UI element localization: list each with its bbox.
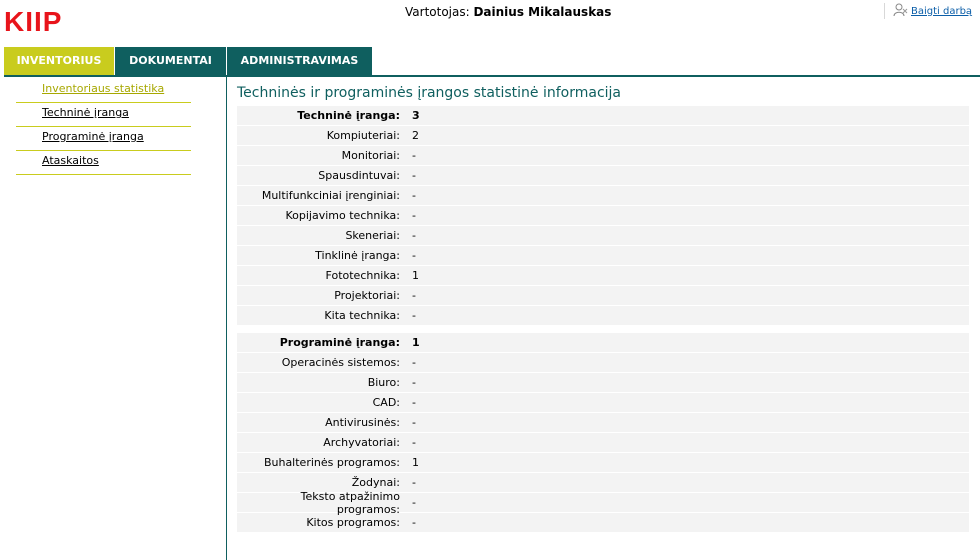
tab-administravimas[interactable]: ADMINISTRAVIMAS bbox=[227, 47, 373, 75]
section-gap bbox=[237, 326, 969, 333]
user-name: Dainius Mikalauskas bbox=[473, 5, 612, 19]
stat-label: Programinė įranga: bbox=[279, 336, 400, 349]
stat-label: Buhalterinės programos: bbox=[263, 456, 400, 469]
stat-label: Spausdintuvai: bbox=[318, 169, 400, 182]
stat-label: Kompiuteriai: bbox=[326, 129, 400, 142]
sidebar-item-label[interactable]: Programinė įranga bbox=[42, 130, 144, 143]
table-row bbox=[237, 413, 969, 433]
sidebar-item-label[interactable]: Ataskaitos bbox=[42, 154, 99, 167]
table-row bbox=[237, 489, 969, 516]
stat-label: Monitoriai: bbox=[341, 149, 400, 162]
sidebar bbox=[16, 80, 191, 176]
stat-value: - bbox=[412, 416, 416, 429]
stat-label: Antivirusinės: bbox=[325, 416, 400, 429]
table-row bbox=[237, 353, 969, 373]
table-row bbox=[237, 453, 969, 473]
stat-value: 3 bbox=[412, 109, 420, 122]
stat-value: - bbox=[412, 496, 416, 509]
table-row bbox=[237, 306, 969, 326]
stat-value: - bbox=[412, 289, 416, 302]
user-label: Vartotojas: bbox=[405, 5, 470, 19]
sidebar-item-software[interactable] bbox=[16, 128, 191, 151]
stat-label: Multifunkciniai įrenginiai: bbox=[261, 189, 400, 202]
stat-value: - bbox=[412, 476, 416, 489]
statistics-table bbox=[237, 106, 969, 533]
stat-value: 1 bbox=[412, 336, 420, 349]
tab-inventorius[interactable]: INVENTORIUS bbox=[4, 47, 115, 75]
stat-label: Kitos programos: bbox=[306, 516, 400, 529]
tab-dokumentai[interactable]: DOKUMENTAI bbox=[115, 47, 227, 75]
table-row bbox=[237, 226, 969, 246]
sidebar-divider bbox=[226, 77, 227, 560]
stat-label: Biuro: bbox=[367, 376, 400, 389]
table-row bbox=[237, 206, 969, 226]
stat-value: - bbox=[412, 356, 416, 369]
tab-divider bbox=[4, 75, 980, 77]
stat-value: - bbox=[412, 376, 416, 389]
stat-label: CAD: bbox=[372, 396, 400, 409]
sidebar-item-hardware[interactable] bbox=[16, 104, 191, 127]
main-tabs bbox=[4, 47, 373, 75]
stat-value: - bbox=[412, 516, 416, 529]
table-row bbox=[237, 286, 969, 306]
stat-label: Projektoriai: bbox=[334, 289, 400, 302]
software-total-row bbox=[237, 333, 969, 353]
stat-label: Fototechnika: bbox=[325, 269, 400, 282]
sidebar-item-reports[interactable] bbox=[16, 152, 191, 175]
table-row bbox=[237, 166, 969, 186]
table-row bbox=[237, 146, 969, 166]
stat-value: - bbox=[412, 436, 416, 449]
stat-label: Tinklinė įranga: bbox=[315, 249, 400, 262]
stat-label: Skeneriai: bbox=[345, 229, 400, 242]
table-row bbox=[237, 266, 969, 286]
table-row bbox=[237, 513, 969, 533]
stat-value: - bbox=[412, 209, 416, 222]
logout-user-icon bbox=[893, 3, 909, 20]
stat-value: 2 bbox=[412, 129, 419, 142]
table-row bbox=[237, 246, 969, 266]
stat-label: Teksto atpažinimo programos: bbox=[300, 489, 400, 516]
table-row bbox=[237, 186, 969, 206]
stat-value: - bbox=[412, 249, 416, 262]
app-logo: KIIP bbox=[4, 6, 63, 37]
page-title: Techninės ir programinės įrangos statistinė informacija bbox=[237, 85, 622, 101]
table-row bbox=[237, 433, 969, 453]
stat-label: Žodynai: bbox=[351, 476, 400, 489]
stat-label: Techninė įranga: bbox=[297, 109, 400, 122]
sidebar-item-label[interactable]: Inventoriaus statistika bbox=[42, 82, 165, 95]
stat-label: Operacinės sistemos: bbox=[281, 356, 400, 369]
stat-value: - bbox=[412, 169, 416, 182]
stat-value: - bbox=[412, 396, 416, 409]
stat-value: - bbox=[412, 189, 416, 202]
stat-label: Archyvatoriai: bbox=[323, 436, 400, 449]
table-row bbox=[237, 393, 969, 413]
logout-link[interactable]: Baigti darbą bbox=[911, 5, 973, 17]
stat-value: 1 bbox=[412, 456, 419, 469]
sidebar-item-label[interactable]: Techninė įranga bbox=[42, 106, 129, 119]
current-user bbox=[405, 5, 611, 19]
hardware-total-row bbox=[237, 106, 969, 126]
table-row bbox=[237, 126, 969, 146]
table-row bbox=[237, 373, 969, 393]
stat-value: - bbox=[412, 229, 416, 242]
stat-value: - bbox=[412, 309, 416, 322]
stat-value: 1 bbox=[412, 269, 419, 282]
sidebar-item-inventory-statistics[interactable] bbox=[16, 80, 191, 103]
logout-area bbox=[884, 3, 972, 19]
stat-label: Kita technika: bbox=[324, 309, 400, 322]
stat-value: - bbox=[412, 149, 416, 162]
stat-label: Kopijavimo technika: bbox=[285, 209, 400, 222]
